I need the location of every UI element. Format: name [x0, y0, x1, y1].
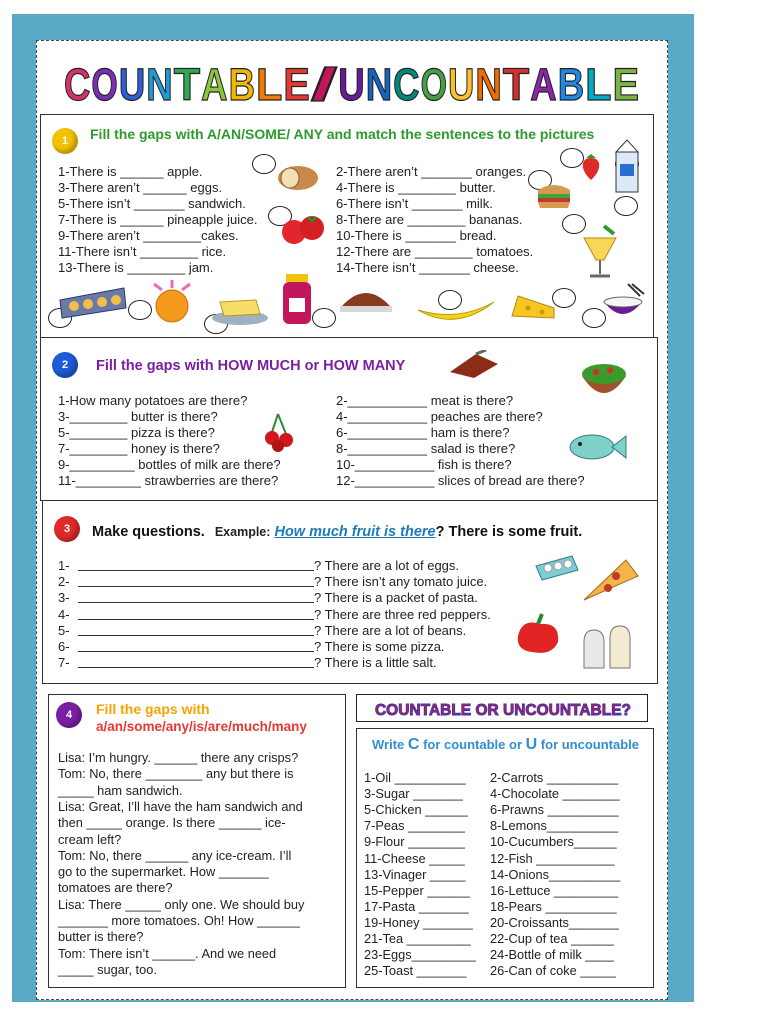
- classify-item[interactable]: 16-Lettuce _________: [490, 882, 619, 898]
- instruction-text: Write: [372, 737, 408, 752]
- exercise-5-title: [360, 696, 646, 722]
- title-letter: O: [420, 59, 447, 110]
- orange-icon: [150, 280, 194, 324]
- jam-jar-icon: [280, 272, 314, 328]
- instruction-text: for countable or: [419, 737, 526, 752]
- gap-question[interactable]: 8-___________ salad is there?: [336, 441, 516, 456]
- answer-line[interactable]: [78, 602, 314, 603]
- dialogue-line[interactable]: Lisa: I’m hungry. ______ there any crisps?: [58, 750, 299, 765]
- title-letter: /: [310, 59, 339, 110]
- dialogue-line[interactable]: _______ more tomatoes. Oh! How ______: [58, 913, 300, 928]
- dialogue-line[interactable]: Lisa: Great, I’ll have the ham sandwich and: [58, 798, 303, 814]
- classify-item[interactable]: 15-Pepper ______: [364, 882, 471, 898]
- gap-question[interactable]: 7-________ honey is there?: [58, 441, 220, 456]
- classify-item[interactable]: 25-Toast _______: [364, 963, 467, 979]
- rice-bowl-icon: [600, 282, 646, 328]
- classify-item[interactable]: 24-Bottle of milk ____: [490, 947, 614, 963]
- answer-line[interactable]: [78, 586, 314, 587]
- classify-item[interactable]: 22-Cup of tea ______: [490, 931, 614, 946]
- title-letter: T: [173, 59, 201, 110]
- gap-sentence[interactable]: 8-There are ________ bananas.: [336, 212, 523, 227]
- exercise-1-instruction: Fill the gaps with A/AN/SOME/ ANY and match the sentences to the pictures: [90, 126, 595, 142]
- classify-item[interactable]: 2-Carrots __________: [490, 770, 619, 785]
- dialogue-line[interactable]: go to the supermarket. How _______: [58, 864, 269, 880]
- example-label: Example:: [214, 525, 271, 539]
- title-letter: E: [612, 59, 639, 110]
- exercise-5-instruction: [372, 736, 639, 754]
- question-number: 2-: [58, 574, 70, 590]
- title-letter: N: [475, 59, 502, 110]
- salt-shakers-icon: [578, 620, 638, 672]
- milk-carton-icon: [612, 138, 642, 194]
- given-answer: ? There are three red peppers.: [314, 606, 491, 622]
- cocktail-icon: [578, 224, 622, 280]
- title-letter: U: [338, 59, 365, 110]
- given-answer: ? There is a little salt.: [314, 655, 437, 671]
- gap-sentence[interactable]: 12-There are ________ tomatoes.: [336, 244, 534, 259]
- instruction-u: U: [525, 736, 538, 753]
- classify-item[interactable]: 1-Oil __________: [364, 770, 466, 785]
- gap-question[interactable]: 6-___________ ham is there?: [336, 425, 510, 440]
- gap-question[interactable]: 10-___________ fish is there?: [336, 457, 512, 472]
- gap-sentence[interactable]: 1-There is ______ apple.: [58, 164, 203, 179]
- gap-sentence[interactable]: 6-There isn’t _______ milk.: [336, 196, 493, 211]
- cheese-icon: [508, 290, 558, 324]
- title-letter: A: [530, 59, 557, 110]
- title-letter: O: [91, 59, 118, 110]
- classify-item[interactable]: 5-Chicken ______: [364, 802, 468, 818]
- exercise-2-instruction: Fill the gaps with HOW MUCH or HOW MANY: [96, 358, 406, 374]
- dialogue-line[interactable]: Tom: No, there ________ any but there is: [58, 766, 294, 782]
- classify-item[interactable]: 13-Vinager _____: [364, 866, 466, 882]
- classify-item[interactable]: 6-Prawns __________: [490, 802, 619, 818]
- tomatoes-icon: [280, 212, 328, 246]
- classify-item[interactable]: 7-Peas ________: [364, 818, 466, 834]
- gap-question[interactable]: 2-___________ meat is there?: [336, 393, 514, 408]
- answer-line[interactable]: [78, 651, 314, 652]
- worksheet-title: [60, 52, 640, 110]
- answer-circle[interactable]: [614, 196, 638, 216]
- dialogue-line[interactable]: cream left?: [58, 831, 122, 847]
- exercise-4-instruction-1: Fill the gaps with: [96, 701, 210, 717]
- title-letter: E: [283, 59, 310, 110]
- title-letter: U: [448, 59, 475, 110]
- given-answer: ? There are a lot of eggs.: [314, 558, 460, 573]
- gap-sentence[interactable]: 9-There aren’t ________cakes.: [58, 228, 239, 243]
- cake-icon: [338, 284, 394, 318]
- dialogue-line[interactable]: butter is there?: [58, 929, 144, 945]
- strawberry-icon: [576, 152, 606, 182]
- given-answer: ? There is a packet of pasta.: [314, 590, 478, 606]
- answer-line[interactable]: [78, 667, 314, 668]
- salad-bowl-icon: [578, 358, 630, 406]
- exercise-2-number: 2: [52, 352, 78, 378]
- gap-sentence[interactable]: 4-There is ________ butter.: [336, 180, 496, 195]
- given-answer: ? There are a lot of beans.: [314, 622, 467, 638]
- example-question: How much fruit is there: [274, 524, 436, 540]
- pizza-slice-icon: [580, 556, 642, 606]
- question-number: 1-: [58, 558, 70, 573]
- gap-question[interactable]: 4-___________ peaches are there?: [336, 409, 543, 424]
- question-number: 6-: [58, 639, 70, 654]
- dialogue-line[interactable]: Lisa: There _____ only one. We should buy: [58, 896, 305, 912]
- butter-icon: [210, 292, 270, 326]
- classify-item[interactable]: 17-Pasta _______: [364, 898, 469, 914]
- classify-item[interactable]: 23-Eggs_________: [364, 947, 476, 963]
- dialogue-line[interactable]: tomatoes are there?: [58, 880, 173, 896]
- example-answer: ? There is some fruit.: [435, 524, 583, 540]
- banana-icon: [414, 298, 498, 328]
- classify-item[interactable]: 18-Pears __________: [490, 898, 617, 914]
- title-letter: L: [585, 59, 612, 110]
- gap-sentence[interactable]: 5-There isn’t _______ sandwich.: [58, 196, 246, 211]
- gap-sentence[interactable]: 2-There aren’t _______ oranges.: [336, 164, 527, 179]
- title-letter: C: [393, 59, 420, 110]
- classify-item[interactable]: 4-Chocolate ________: [490, 786, 620, 802]
- sandwich-icon: [536, 180, 572, 212]
- red-pepper-icon: [512, 612, 564, 658]
- question-number: 4-: [58, 606, 70, 622]
- classify-item[interactable]: 26-Can of coke _____: [490, 963, 616, 979]
- dialogue-line[interactable]: _____ sugar, too.: [58, 961, 157, 977]
- exercise-3-instruction-line: [92, 524, 582, 540]
- given-answer: ? There isn’t any tomato juice.: [314, 574, 488, 590]
- exercise-4-number: 4: [56, 702, 82, 728]
- question-number: 7-: [58, 655, 70, 671]
- question-number: 5-: [58, 622, 70, 638]
- classify-item[interactable]: 10-Cucumbers______: [490, 834, 617, 850]
- meat-icon: [446, 350, 502, 380]
- answer-circle[interactable]: [128, 300, 152, 320]
- title-letter: B: [557, 59, 585, 110]
- instruction-text: for uncountable: [537, 737, 640, 752]
- title-letter: N: [146, 59, 173, 110]
- cherries-icon: [262, 412, 296, 452]
- classify-item[interactable]: 12-Fish ___________: [490, 850, 615, 866]
- gap-question[interactable]: 5-________ pizza is there?: [58, 425, 215, 440]
- answer-circle[interactable]: [312, 308, 336, 328]
- bread-icon: [276, 160, 320, 192]
- answer-line[interactable]: [78, 619, 314, 620]
- answer-line[interactable]: [78, 635, 314, 636]
- classify-item[interactable]: 21-Tea _________: [364, 931, 471, 946]
- dialogue-line[interactable]: Tom: No, there ______ any ice-cream. I’ll: [58, 847, 292, 863]
- classify-item[interactable]: 19-Honey _______: [364, 914, 473, 930]
- gap-question[interactable]: 9-_________ bottles of milk are there?: [58, 457, 281, 472]
- classify-item[interactable]: 11-Cheese _____: [364, 850, 465, 866]
- dialogue-line[interactable]: Tom: There isn’t ______. And we need: [58, 945, 277, 961]
- fish-icon: [566, 430, 628, 464]
- gap-sentence[interactable]: 13-There is ________ jam.: [58, 260, 214, 275]
- classify-item[interactable]: 14-Onions__________: [490, 866, 621, 882]
- gap-sentence[interactable]: 3-There aren’t ______ eggs.: [58, 180, 223, 195]
- title-letter: T: [502, 59, 530, 110]
- answer-circle[interactable]: [252, 154, 276, 174]
- eggs-carton-icon: [56, 282, 128, 322]
- question-number: 3-: [58, 590, 70, 606]
- title-letter: N: [365, 59, 393, 110]
- gap-question[interactable]: 3-________ butter is there?: [58, 409, 218, 424]
- exercise-3-instruction-dot: .: [200, 524, 205, 540]
- gap-question[interactable]: 1-How many potatoes are there?: [58, 393, 248, 408]
- exercise-3-number: 3: [54, 516, 80, 542]
- given-answer: ? There is some pizza.: [314, 639, 445, 654]
- answer-line[interactable]: [78, 570, 314, 571]
- title-letter: L: [256, 59, 283, 110]
- egg-box-icon: [532, 550, 582, 584]
- gap-sentence[interactable]: 11-There isn’t ________ rice.: [58, 244, 227, 259]
- title-letter: U: [118, 59, 146, 110]
- exercise-4-instruction-2: a/an/some/any/is/are/much/many: [96, 719, 307, 734]
- gap-question[interactable]: 12-___________ slices of bread are there?: [336, 473, 585, 488]
- gap-sentence[interactable]: 14-There isn’t _______ cheese.: [336, 260, 519, 275]
- title-letter: C: [64, 59, 91, 110]
- dialogue-line[interactable]: then _____ orange. Is there ______ ice-: [58, 815, 286, 831]
- classify-item[interactable]: 8-Lemons__________: [490, 818, 619, 834]
- gap-sentence[interactable]: 7-There is ______ pineapple juice.: [58, 212, 258, 227]
- gap-question[interactable]: 11-_________ strawberries are there?: [58, 473, 279, 488]
- instruction-c: C: [407, 736, 420, 753]
- svg-text:COUNTABLE OR UNCOUNTABLE?: COUNTABLE OR UNCOUNTABLE?: [374, 702, 632, 719]
- classify-item[interactable]: 9-Flour ________: [364, 834, 466, 850]
- title-letter: A: [201, 59, 228, 110]
- exercise-1-number: 1: [52, 128, 78, 154]
- classify-item[interactable]: 20-Croissants_______: [490, 914, 619, 930]
- dialogue-line[interactable]: _____ ham sandwich.: [58, 782, 183, 798]
- title-letter: B: [228, 59, 255, 110]
- gap-sentence[interactable]: 10-There is _______ bread.: [336, 228, 497, 243]
- exercise-3-instruction: Make questions: [92, 524, 201, 540]
- classify-item[interactable]: 3-Sugar _______: [364, 786, 463, 802]
